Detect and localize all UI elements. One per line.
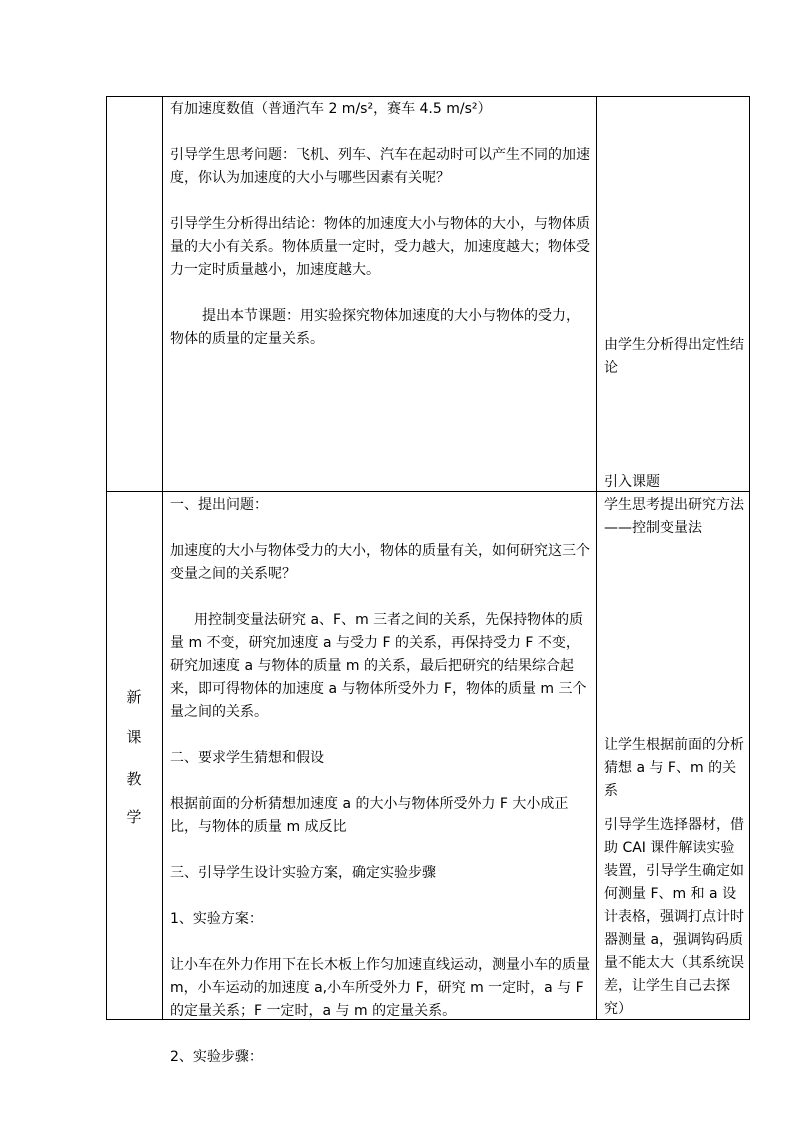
section-heading-3: 三、引导学生设计实验方案，确定实验步骤	[170, 865, 436, 881]
row2-note-1	[604, 494, 746, 540]
table-divider-1	[162, 96, 163, 1020]
section-heading-5: 2、实验步骤：	[170, 1049, 263, 1065]
row2-para-1: 加速度的大小与物体受力的大小，物体的质量有关，如何研究这三个变量之间的关系呢？	[170, 543, 590, 582]
row1-note-2	[604, 471, 746, 494]
lesson-plan-table	[106, 96, 750, 1065]
row1-note-2-text: 引入课题	[604, 474, 660, 490]
row2-para-4: 让小车在外力作用下在长木板上作匀加速直线运动，测量小车的质量 m，小车运动的加速度 a,小车所受外力 F，研究 m 一定时，a 与 F 的定量关系；F 一定时，a 与 m 的定量关系。	[170, 957, 590, 1019]
row2-note-1-text: 学生思考提出研究方法——控制变量法	[604, 497, 744, 536]
row2-note-2-text: 让学生根据前面的分析猜想 a 与 F、m 的关系	[604, 737, 744, 799]
row1-content	[170, 98, 590, 351]
row2-note-2	[604, 734, 746, 803]
row2-note-3-text: 引导学生选择器材，借助 CAI 课件解读实验装置，引导学生确定如何测量 F、m 和 a 设计表格，强调打点计时器测量 a，强调钩码质量不能太大（其系统误差，让学生自己去探究）	[604, 817, 744, 1017]
row1-para-2: 引导学生思考问题：飞机、列车、汽车在起动时可以产生不同的加速度，你认为加速度的大小与哪些因素有关呢？	[170, 147, 590, 186]
table-border-top	[106, 96, 750, 97]
side-char-3: 教	[126, 770, 142, 788]
row1-para-4: 提出本节课题：用实验探究物体加速度的大小与物体的受力，物体的质量的定量关系。	[170, 308, 580, 347]
row2-content	[170, 494, 590, 1069]
row2-para-3: 根据前面的分析猜想加速度 a 的大小与物体所受外力 F 大小成正比，与物体的质量 m 成反比	[170, 796, 569, 835]
row1-note-1-text: 由学生分析得出定性结论	[604, 337, 744, 376]
row2-para-2: 用控制变量法研究 a、F、m 三者之间的关系，先保持物体的质量 m 不变，研究加速度 a 与受力 F 的关系，再保持受力 F 不变，研究加速度 a 与物体的质量 m 的关系，最后把研究的结果综合起来，即可得物体的加速度 a 与物体所受外力 F，物体的质量 m 三个量之间的关系。	[170, 612, 587, 720]
row1-para-3: 引导学生分析得出结论：物体的加速度大小与物体的大小，与物体质量的大小有关系。物体质量一定时，受力越大，加速度越大；物体受力一定时质量越小，加速度越大。	[170, 216, 590, 278]
table-border-right	[749, 96, 750, 1020]
section-heading-4: 1、实验方案：	[170, 911, 263, 927]
section-heading-1: 一、提出问题：	[170, 497, 268, 513]
row1-para-1: 有加速度数值（普通汽车 2 m/s²，赛车 4.5 m/s²）	[170, 101, 492, 117]
table-border-left	[106, 96, 107, 1020]
side-char-2: 课	[126, 728, 142, 746]
table-divider-2	[596, 96, 597, 1020]
row2-note-3	[604, 814, 746, 1021]
row1-note-1	[604, 334, 746, 380]
side-char-4: 学	[126, 808, 142, 826]
section-heading-2: 二、要求学生猜想和假设	[170, 750, 324, 766]
side-char-1: 新	[126, 688, 142, 706]
